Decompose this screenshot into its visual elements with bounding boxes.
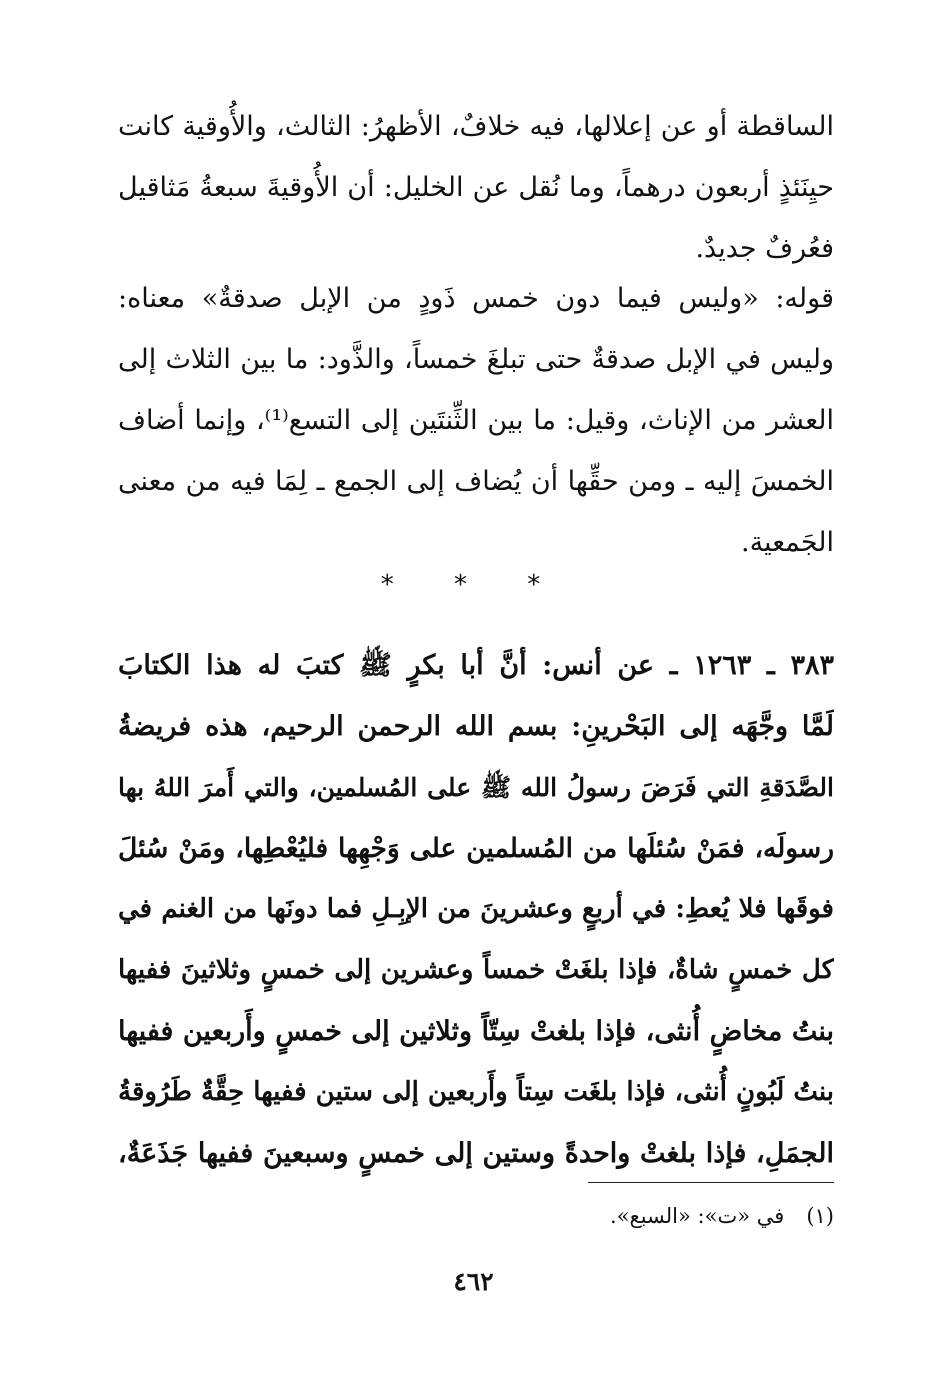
- footnote: [300, 1196, 834, 1236]
- paragraph-2: [118, 268, 834, 573]
- text-line: الساقطة أو عن إعلالها، فيه خلافٌ، الأظهرُ: الثالث، والأُوقية كانت: [118, 111, 834, 142]
- text-line: قوله: «وليس فيما دون خمس ذَودٍ من الإبل صدقةٌ» معناه:: [118, 283, 834, 314]
- text-line: العشر من الإناث، وقيل: ما بين الثِّنتَين إلى التسع⁽¹⁾، وإنما أضاف: [118, 405, 834, 436]
- page-number: ٤٦٢: [453, 1267, 494, 1296]
- text-line: حيِنَئذٍ أربعون درهماً، وما نُقل عن الخليل: أن الأُوقيةَ سبعةُ مَثاقيل: [118, 172, 834, 203]
- text-line: لَمَّا وجَّهَه إلى البَحْرينِ: بسم الله الرحمن الرحيم، هذه فريضةُ: [118, 711, 834, 742]
- text-line: وليس في الإبل صدقةٌ حتى تبلغَ خمساً، والذَّود: ما بين الثلاث إلى: [118, 344, 834, 375]
- text-line: ٣٨٣ ـ ١٢٦٣ ـ عن أنس: أنَّ أبا بكرٍ ﷺ كتبَ له هذا الكتابَ: [118, 650, 834, 681]
- hadith-paragraph: [118, 635, 834, 1184]
- section-separator: * * *: [380, 570, 567, 600]
- text-line: بنتُ لَبُونٍ أُنثى، فإذا بلغَت سِتاً وأَربعين إلى ستين ففيها حِقَّةٌ طَرُوقةُ: [118, 1077, 834, 1107]
- text-line: الجَمعية.: [741, 527, 834, 558]
- footnote-text: في «ت»: «السبع».: [610, 1204, 785, 1228]
- footnote-number: (١): [806, 1204, 834, 1228]
- text-line: الخمسَ إليه ـ ومن حقِّها أن يُضاف إلى الجمع ـ لِمَا فيه من معنى: [118, 466, 834, 497]
- text-line: بنتُ مخاضٍ أُنثى، فإذا بلغتْ سِتّاً وثلاثين إلى خمسٍ وأَربعين ففيها: [118, 1016, 834, 1047]
- text-line: فوقَها فلا يُعطِ: في أربعٍ وعشرينَ من الإبِـلِ فما دونَها من الغنم في: [118, 894, 834, 924]
- text-line: الصَّدَقةِ التي فَرَضَ رسولُ الله ﷺ على المُسلمين، والتي أَمرَ اللهُ بها: [118, 773, 834, 802]
- footnote-divider: [588, 1182, 834, 1183]
- paragraph-1: [118, 96, 834, 279]
- text-line: كل خمسٍ شاةٌ، فإذا بلغَتْ خمساً وعشرين إلى خمسٍ وثلاثينَ ففيها: [118, 955, 834, 985]
- text-line: فعُرفٌ جديدٌ.: [695, 233, 834, 264]
- text-line: رسولَه، فمَنْ سُئلَها من المُسلمين على وَجْهِها فليُعْطِها، ومَنْ سُئلَ: [118, 833, 834, 864]
- text-line: الجمَلِ، فإذا بلغتْ واحدةً وستين إلى خمسٍ وسبعينَ ففيها جَذَعَةٌ،: [118, 1138, 834, 1169]
